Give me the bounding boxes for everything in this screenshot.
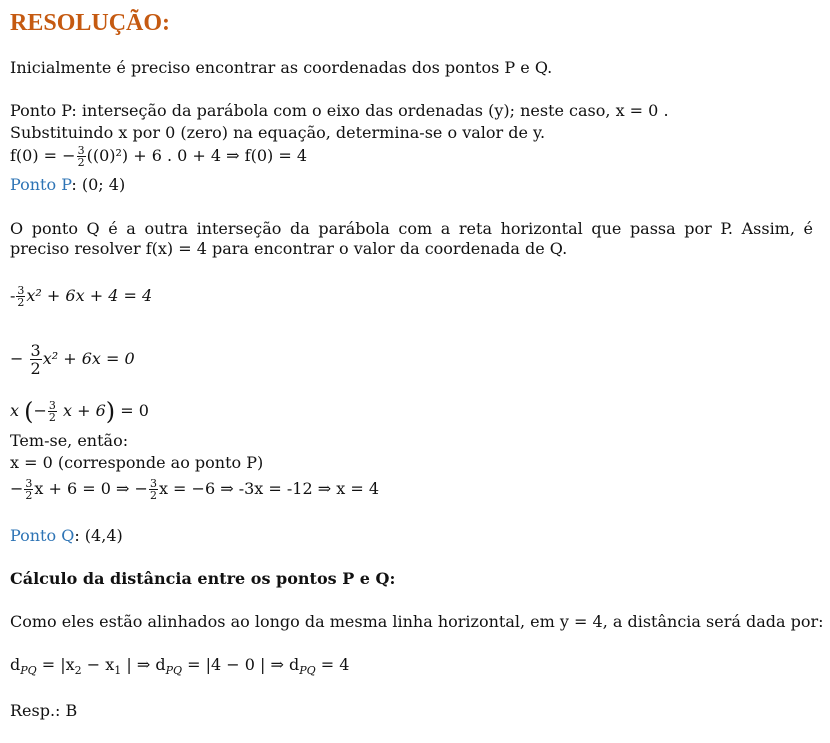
x-zero-text: x = 0 (corresponde ao ponto P): [10, 453, 264, 472]
answer: Resp.: B: [10, 701, 78, 720]
frac-num: 3: [77, 144, 85, 157]
eq-suffix: ((0)²) + 6 . 0 + 4 ⇒ f(0) = 4: [86, 146, 308, 165]
equation-1: [10, 285, 152, 308]
distance-heading: Cálculo da distância entre os pontos P e Q:: [10, 569, 396, 588]
fraction: $\frac{3}{2}$: [149, 477, 157, 502]
d-subscript: PQ: [165, 664, 183, 678]
eq-part-a: = |x: [41, 655, 75, 674]
point-q-paragraph: O ponto Q é a outra interseção da parábola com a reta horizontal que passa por P. Assim, é preciso resolver f(x) = 4 para encontrar o valor da coordenada de Q.: [10, 219, 813, 258]
distance-text: Como eles estão alinhados ao longo da mesma linha horizontal, em y = 4, a distância será dada por:: [10, 612, 824, 631]
fraction: $\frac{3}{2}$: [48, 399, 56, 424]
sub-1: 1: [114, 664, 122, 678]
fraction: $\frac{3}{2}$: [25, 477, 33, 502]
eq-minus: − x: [81, 655, 115, 674]
fraction: $\frac{3}{2}$: [30, 341, 41, 378]
point-q-value: : (4,4): [74, 526, 123, 545]
point-p-result: [10, 175, 125, 195]
eq3-inner-suffix: x + 6: [63, 401, 106, 420]
equation-3: x (− $\frac{3}{2}$ x + 6) = 0: [10, 397, 149, 426]
equation-4: [10, 478, 379, 501]
eq3-result: = 0: [120, 401, 149, 420]
eq4-a: −: [10, 479, 24, 498]
intro-text: Inicialmente é preciso encontrar as coordenadas dos pontos P e Q.: [10, 58, 553, 77]
fraction: [77, 145, 86, 168]
d-subscript: PQ: [299, 664, 316, 678]
point-p-label: Ponto P: [10, 175, 72, 194]
point-q-label: Ponto Q: [10, 526, 75, 545]
eq1-suffix: x² + 6x + 4 = 4: [26, 286, 153, 305]
eq-part-d: = 4: [320, 655, 350, 674]
tem-se-text: Tem-se, então:: [10, 431, 129, 450]
point-q-result: [10, 526, 123, 546]
eq-part-b: | ⇒ d: [126, 655, 166, 674]
eq3-x: x: [10, 401, 20, 420]
d-subscript: PQ: [20, 664, 37, 678]
eq-prefix: f(0) = −: [10, 146, 76, 165]
eq-part-c: = |4 − 0 | ⇒ d: [187, 655, 300, 674]
d-symbol: d: [10, 655, 21, 674]
fraction: $\frac{3}{2}$: [17, 284, 25, 309]
point-p-definition: Ponto P: interseção da parábola com o eixo das ordenadas (y); neste caso, x = 0 .: [10, 101, 669, 120]
eq1-prefix: -: [10, 286, 16, 305]
distance-equation: [10, 655, 349, 681]
eq4-c: x = −6 ⇒ -3x = -12 ⇒ x = 4: [158, 479, 380, 498]
eq3-inner-prefix: −: [33, 401, 47, 420]
eq2-suffix: x² + 6x = 0: [42, 349, 135, 368]
point-p-equation: [10, 145, 307, 168]
section-title: RESOLUÇÃO:: [10, 10, 171, 36]
point-p-value: : (0; 4): [71, 175, 126, 194]
frac-den: 2: [77, 156, 85, 169]
eq4-b: x + 6 = 0 ⇒ −: [34, 479, 148, 498]
point-p-substitution: Substituindo x por 0 (zero) na equação, determina-se o valor de y.: [10, 123, 546, 142]
sub-2: 2: [74, 664, 82, 678]
eq2-prefix: −: [10, 349, 24, 368]
equation-2: [10, 342, 135, 377]
